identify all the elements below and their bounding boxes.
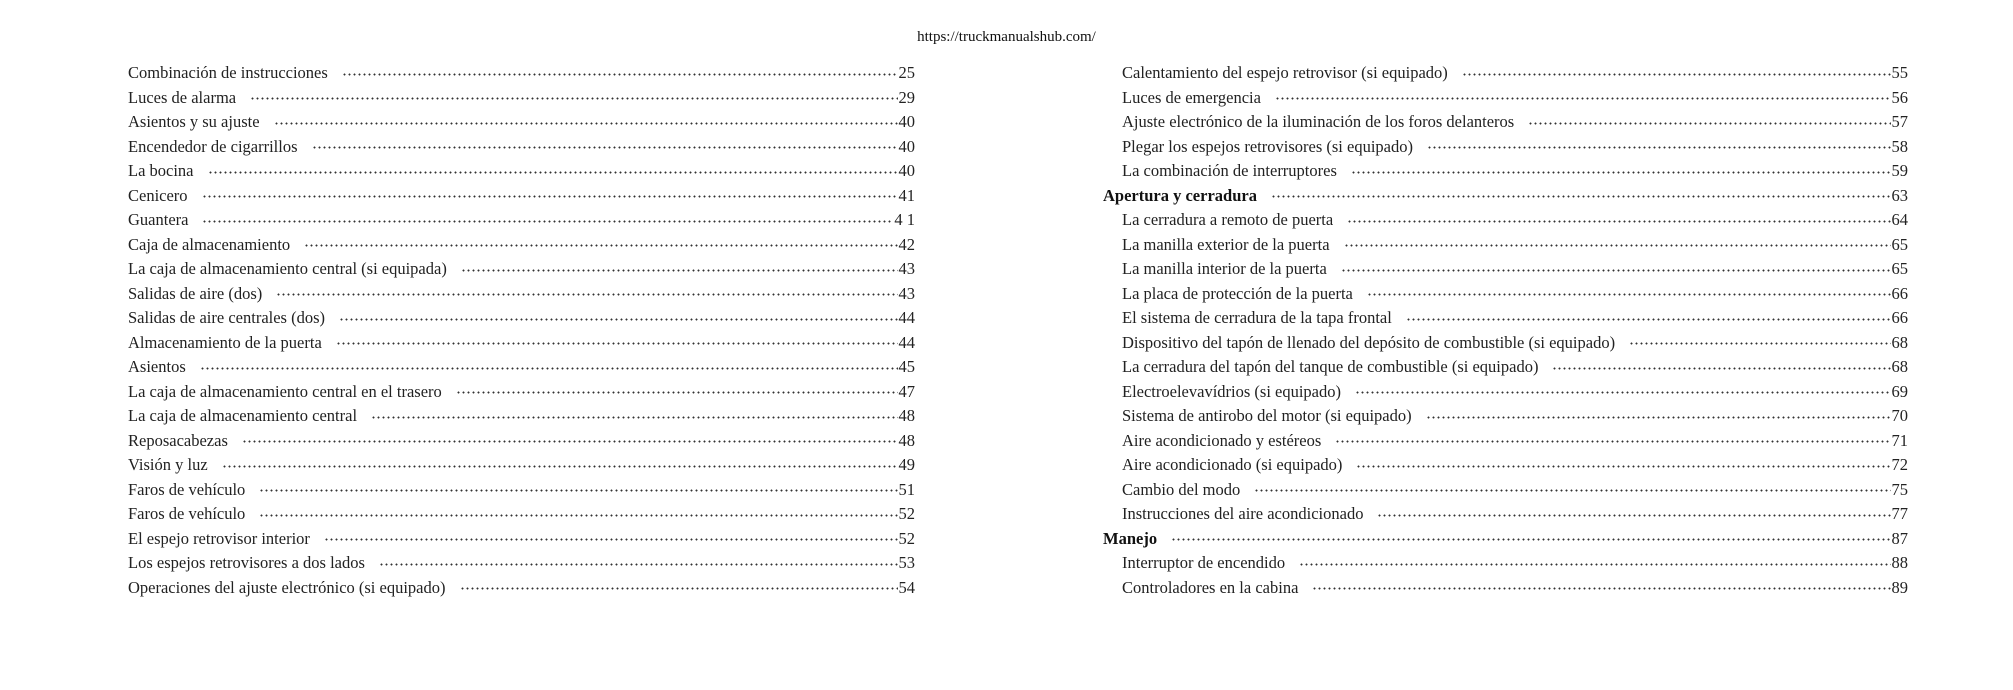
toc-entry-page: 65 — [1891, 234, 1908, 254]
toc-entry — [128, 184, 915, 209]
toc-entry-title: La cerradura a remoto de puerta — [1122, 210, 1334, 229]
toc-entry-page: 29 — [898, 87, 915, 107]
toc-entry — [1103, 86, 1908, 111]
toc-entry — [128, 404, 915, 429]
toc-entry-title: La cerradura del tapón del tanque de combustible (si equipado) — [1122, 357, 1539, 376]
toc-entry — [128, 527, 915, 552]
toc-entry-page: 66 — [1891, 283, 1908, 303]
toc-dot-leader — [222, 465, 898, 468]
toc-entry-page: 70 — [1891, 406, 1908, 425]
toc-dot-leader — [1426, 416, 1891, 419]
toc-entry-title: Almacenamiento de la puerta — [128, 332, 322, 352]
toc-entry — [1103, 355, 1908, 380]
toc-entry — [1103, 208, 1908, 233]
toc-dot-leader — [460, 587, 898, 590]
toc-entry-title: Reposacabezas — [128, 430, 228, 450]
toc-entry-page: 63 — [1891, 185, 1908, 205]
toc-entry-page: 71 — [1891, 430, 1908, 450]
toc-entry-title: Dispositivo del tapón de llenado del depósito de combustible (si equipado) — [1122, 332, 1616, 352]
toc-entry-page: 88 — [1891, 553, 1908, 572]
toc-entry-page: 43 — [898, 283, 915, 303]
toc-entry-page: 54 — [898, 577, 915, 597]
header-url: https://truckmanualshub.com/ — [917, 29, 1096, 45]
toc-entry — [1103, 110, 1908, 135]
toc-entry-page: 77 — [1891, 504, 1908, 523]
toc-entry — [1103, 429, 1908, 454]
toc-dot-leader — [274, 122, 898, 125]
toc-entry-title: Los espejos retrovisores a dos lados — [128, 553, 365, 572]
toc-entry-title: Salidas de aire centrales (dos) — [128, 308, 326, 327]
toc-dot-leader — [200, 367, 898, 370]
toc-entry-page: 40 — [898, 112, 915, 131]
toc-entry — [128, 208, 915, 233]
toc-entry-page: 87 — [1891, 528, 1908, 548]
toc-left-column — [128, 61, 915, 600]
toc-entry-title: Manejo — [1103, 528, 1158, 548]
toc-entry-title: Plegar los espejos retrovisores (si equipado) — [1122, 136, 1413, 156]
toc-dot-leader — [312, 146, 898, 149]
toc-dot-leader — [1275, 97, 1891, 100]
toc-entry — [128, 429, 915, 454]
toc-entry — [128, 551, 915, 576]
toc-entry-title: La caja de almacenamiento central en el trasero — [128, 381, 442, 401]
toc-entry-title: Instrucciones del aire acondicionado — [1122, 504, 1364, 523]
toc-right-column — [1103, 61, 1908, 600]
toc-entry-page: 59 — [1891, 161, 1908, 180]
toc-dot-leader — [1367, 293, 1891, 296]
toc-dot-leader — [461, 269, 898, 272]
toc-entry-page: 49 — [898, 455, 915, 474]
toc-entry-title: Calentamiento del espejo retrovisor (si equipado) — [1122, 63, 1448, 82]
toc-section-heading — [1103, 184, 1908, 209]
toc-dot-leader — [339, 318, 897, 321]
toc-entry-page: 41 — [898, 185, 915, 205]
toc-entry-page: 48 — [898, 430, 915, 450]
toc-dot-leader — [1355, 391, 1890, 394]
toc-entry-title: La manilla interior de la puerta — [1122, 259, 1327, 278]
toc-entry — [1103, 331, 1908, 356]
toc-entry-title: Encendedor de cigarrillos — [128, 136, 298, 156]
toc-entry-title: Operaciones del ajuste electrónico (si equipado) — [128, 577, 446, 597]
toc-dot-leader — [202, 195, 898, 198]
toc-entry-page: 40 — [898, 136, 915, 156]
toc-entry-title: Controladores en la cabina — [1122, 577, 1299, 597]
toc-entry-page: 48 — [898, 406, 915, 425]
toc-entry — [1103, 551, 1908, 576]
toc-entry — [128, 110, 915, 135]
toc-entry-title: Caja de almacenamiento — [128, 234, 291, 254]
toc-dot-leader — [208, 171, 898, 174]
toc-dot-leader — [371, 416, 897, 419]
toc-entry-title: Faros de vehículo — [128, 479, 246, 499]
toc-dot-leader — [1171, 538, 1890, 541]
toc-dot-leader — [1377, 514, 1890, 517]
toc-dot-leader — [259, 514, 897, 517]
toc-entry — [1103, 61, 1908, 86]
toc-entry — [128, 257, 915, 282]
toc-dot-leader — [1406, 318, 1891, 321]
toc-dot-leader — [1528, 122, 1890, 125]
toc-dot-leader — [1356, 465, 1890, 468]
toc-dot-leader — [202, 220, 893, 223]
toc-entry-page: 72 — [1891, 455, 1908, 474]
toc-entry-page: 58 — [1891, 136, 1908, 156]
toc-dot-leader — [1335, 440, 1890, 443]
toc-entry-page: 69 — [1891, 381, 1908, 401]
toc-entry — [1103, 404, 1908, 429]
toc-entry-title: Aire acondicionado y estéreos — [1122, 430, 1322, 450]
toc-entry-title: La caja de almacenamiento central (si equipada) — [128, 259, 447, 278]
toc-entry-title: Ajuste electrónico de la iluminación de los foros delanteros — [1122, 112, 1515, 131]
toc-entry — [1103, 576, 1908, 601]
toc-entry-page: 44 — [898, 308, 915, 327]
toc-entry-title: Interruptor de encendido — [1122, 553, 1286, 572]
toc-entry — [128, 478, 915, 503]
toc-entry — [1103, 135, 1908, 160]
toc-entry-page: 89 — [1891, 577, 1908, 597]
toc-dot-leader — [336, 342, 898, 345]
toc-dot-leader — [259, 489, 897, 492]
toc-entry-title: El espejo retrovisor interior — [128, 528, 310, 548]
toc-entry — [1103, 380, 1908, 405]
toc-entry-page: 64 — [1891, 210, 1908, 229]
toc-dot-leader — [1427, 146, 1891, 149]
toc-entry — [128, 355, 915, 380]
toc-entry-page: 53 — [898, 553, 915, 572]
toc-entry-page: 68 — [1891, 357, 1908, 376]
toc-entry-title: Luces de emergencia — [1122, 87, 1261, 107]
toc-entry — [128, 453, 915, 478]
toc-dot-leader — [342, 73, 898, 76]
toc-entry — [128, 233, 915, 258]
toc-entry-page: 55 — [1891, 63, 1908, 82]
toc-dot-leader — [242, 440, 898, 443]
toc-entry-page: 45 — [898, 357, 915, 376]
toc-dot-leader — [1312, 587, 1890, 590]
toc-entry — [1103, 306, 1908, 331]
toc-entry — [1103, 478, 1908, 503]
toc-entry — [128, 380, 915, 405]
toc-entry-title: Asientos — [128, 357, 186, 376]
toc-entry — [1103, 453, 1908, 478]
toc-entry — [1103, 502, 1908, 527]
toc-entry-title: Guantera — [128, 210, 189, 229]
toc-entry-page: 40 — [898, 161, 915, 180]
toc-dot-leader — [456, 391, 898, 394]
toc-entry-page: 56 — [1891, 87, 1908, 107]
toc-entry-page: 51 — [898, 479, 915, 499]
toc-entry — [128, 61, 915, 86]
toc-entry — [1103, 233, 1908, 258]
toc-dot-leader — [1254, 489, 1890, 492]
toc-entry — [128, 331, 915, 356]
toc-entry — [128, 86, 915, 111]
toc-entry — [1103, 257, 1908, 282]
toc-entry-title: Electroelevavídrios (si equipado) — [1122, 381, 1342, 401]
toc-entry-page: 4 1 — [894, 210, 915, 229]
toc-entry-title: Aire acondicionado (si equipado) — [1122, 455, 1343, 474]
toc-entry-title: La combinación de interruptores — [1122, 161, 1337, 180]
toc-dot-leader — [1347, 220, 1890, 223]
toc-dot-leader — [1341, 269, 1891, 272]
toc-dot-leader — [379, 563, 898, 566]
toc-entry-title: Faros de vehículo — [128, 504, 246, 523]
toc-entry-title: La bocina — [128, 161, 194, 180]
toc-entry-title: La caja de almacenamiento central — [128, 406, 358, 425]
toc-entry — [128, 159, 915, 184]
toc-dot-leader — [1344, 244, 1891, 247]
toc-entry — [128, 135, 915, 160]
toc-entry — [128, 576, 915, 601]
toc-entry-title: Sistema de antirobo del motor (si equipado) — [1122, 406, 1412, 425]
toc-entry-title: El sistema de cerradura de la tapa frontal — [1122, 308, 1392, 327]
toc-entry — [1103, 159, 1908, 184]
toc-dot-leader — [304, 244, 897, 247]
toc-entry — [128, 306, 915, 331]
toc-dot-leader — [324, 538, 898, 541]
toc-entry-page: 57 — [1891, 112, 1908, 131]
toc-entry-page: 52 — [898, 504, 915, 523]
toc-entry-page: 52 — [898, 528, 915, 548]
toc-entry-title: Cambio del modo — [1122, 479, 1241, 499]
toc-entry-page: 44 — [898, 332, 915, 352]
toc-entry-title: La placa de protección de la puerta — [1122, 283, 1353, 303]
toc-entry-title: Cenicero — [128, 185, 188, 205]
toc-entry-page: 66 — [1891, 308, 1908, 327]
toc-entry-page: 65 — [1891, 259, 1908, 278]
toc-entry-page: 75 — [1891, 479, 1908, 499]
toc-entry-title: Salidas de aire (dos) — [128, 283, 263, 303]
toc-dot-leader — [1299, 563, 1890, 566]
toc-entry-title: Visión y luz — [128, 455, 208, 474]
toc-dot-leader — [1351, 171, 1891, 174]
toc-entry — [128, 282, 915, 307]
toc-entry-page: 47 — [898, 381, 915, 401]
toc-entry-page: 25 — [898, 63, 915, 82]
toc-section-heading — [1103, 527, 1908, 552]
toc-dot-leader — [1271, 195, 1891, 198]
toc-entry — [128, 502, 915, 527]
toc-entry-page: 42 — [898, 234, 915, 254]
toc-dot-leader — [276, 293, 897, 296]
toc-entry-title: La manilla exterior de la puerta — [1122, 234, 1330, 254]
toc-entry-page: 68 — [1891, 332, 1908, 352]
toc-dot-leader — [1552, 367, 1890, 370]
toc-entry-title: Asientos y su ajuste — [128, 112, 260, 131]
toc-entry-title: Apertura y cerradura — [1103, 185, 1257, 205]
toc-dot-leader — [250, 97, 897, 100]
toc-entry-title: Luces de alarma — [128, 87, 237, 107]
toc-dot-leader — [1629, 342, 1890, 345]
toc-entry-page: 43 — [898, 259, 915, 278]
toc-entry-title: Combinación de instrucciones — [128, 63, 328, 82]
toc-entry — [1103, 282, 1908, 307]
toc-dot-leader — [1462, 73, 1891, 76]
